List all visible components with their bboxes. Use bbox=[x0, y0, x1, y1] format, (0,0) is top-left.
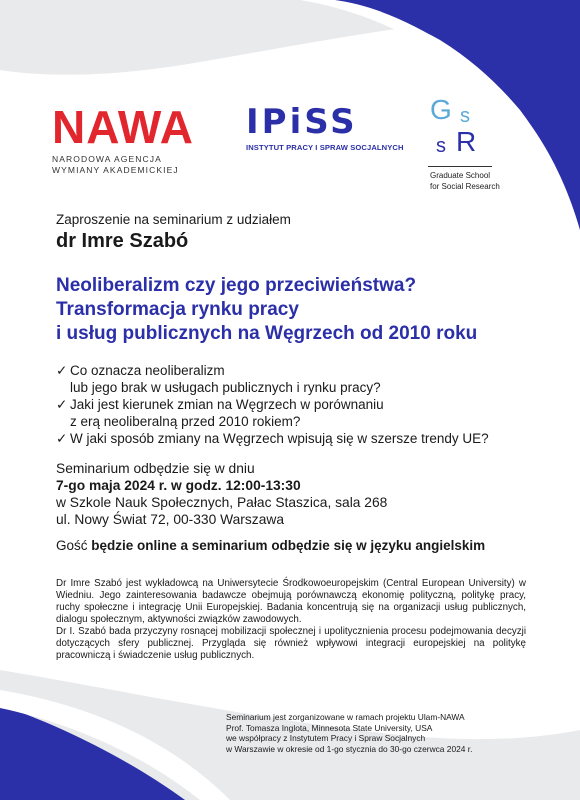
organizer-note: Seminarium jest zorganizowane w ramach projektu Ulam-NAWA Prof. Tomasza Inglota, Minnesota State University, USA we współpracy z Instytutem Pracy i Spraw Socjalnych w Warszawie w okresie od 1-go stycznia do 30-go czerwca 2024 r. bbox=[226, 712, 473, 754]
check-icon: ✓ bbox=[56, 397, 68, 412]
details-intro: Seminarium odbędzie się w dniu bbox=[56, 461, 255, 476]
question-item: ✓ Jaki jest kierunek zmian na Węgrzech w porównaniu z erą neoliberalną przed 2010 rokiem? bbox=[56, 397, 384, 429]
question-list bbox=[56, 362, 489, 447]
ipiss-logo-subtitle: INSTYTUT PRACY I SPRAW SOCJALNYCH bbox=[246, 143, 404, 152]
title-line: i usług publicznych na Węgrzech od 2010 roku bbox=[56, 323, 478, 344]
seminar-title bbox=[56, 274, 477, 346]
seminar-place: w Szkole Nauk Społecznych, Pałac Staszica, sala 268 bbox=[56, 495, 388, 510]
bio-paragraph: Dr Imre Szabó jest wykładowcą na Uniwersytecie Środkowoeuropejskim (Central European University) w Wiedniu. Jego zainteresowania badawcze obejmują porównawczą ekonomię polityczną, politykę pracy, ruchy społeczne i integrację Unii Europejskiej. Badania koncentrują się na organizacji usług publicznych, dialogu społecznym, aktywności związków zawodowych. bbox=[56, 578, 526, 625]
speaker-name: dr Imre Szabó bbox=[56, 230, 189, 252]
nawa-logo-subtitle: NARODOWA AGENCJA WYMIANY AKADEMICKIEJ bbox=[52, 154, 179, 175]
online-notice: Gość będzie online a seminarium odbędzie się w języku angielskim bbox=[56, 538, 486, 553]
bio-paragraph: Dr I. Szabó bada przyczyny rosnącej mobilizacji społecznej i upolitycznienia procesu podejmowania decyzji dotyczących sfery publicznej. Przygląda się również wpływowi integracji europejskiej na politykę pracowniczą i świadczenie usług publicznych. bbox=[56, 626, 526, 661]
seminar-address: ul. Nowy Świat 72, 00-330 Warszawa bbox=[56, 512, 284, 527]
gssr-logo-mark: G s s R bbox=[430, 94, 477, 157]
title-line: Neoliberalizm czy jego przeciwieństwa? bbox=[56, 275, 417, 296]
seminar-date: 7-go maja 2024 r. w godz. 12:00-13:30 bbox=[56, 478, 301, 493]
speaker-bio bbox=[56, 578, 526, 662]
invitation-intro: Zaproszenie na seminarium z udziałem bbox=[56, 212, 291, 227]
ipiss-logo-word: IPiSS bbox=[246, 102, 358, 142]
gssr-logo-subtitle: Graduate School for Social Research bbox=[430, 171, 500, 191]
title-line: Transformacja rynku pracy bbox=[56, 299, 299, 320]
check-icon: ✓ bbox=[56, 431, 68, 446]
gssr-logo-divider bbox=[428, 166, 492, 167]
question-item: ✓ W jaki sposób zmiany na Węgrzech wpisują się w szersze trendy UE? bbox=[56, 431, 489, 446]
seminar-details bbox=[56, 460, 387, 528]
question-item: ✓ Co oznacza neoliberalizm lub jego brak w usługach publicznych i rynku pracy? bbox=[56, 363, 381, 395]
nawa-logo bbox=[52, 101, 202, 176]
ipiss-logo bbox=[246, 104, 406, 152]
check-icon: ✓ bbox=[56, 363, 68, 378]
gssr-logo bbox=[426, 96, 516, 192]
nawa-logo-word: NAWA bbox=[52, 101, 194, 153]
